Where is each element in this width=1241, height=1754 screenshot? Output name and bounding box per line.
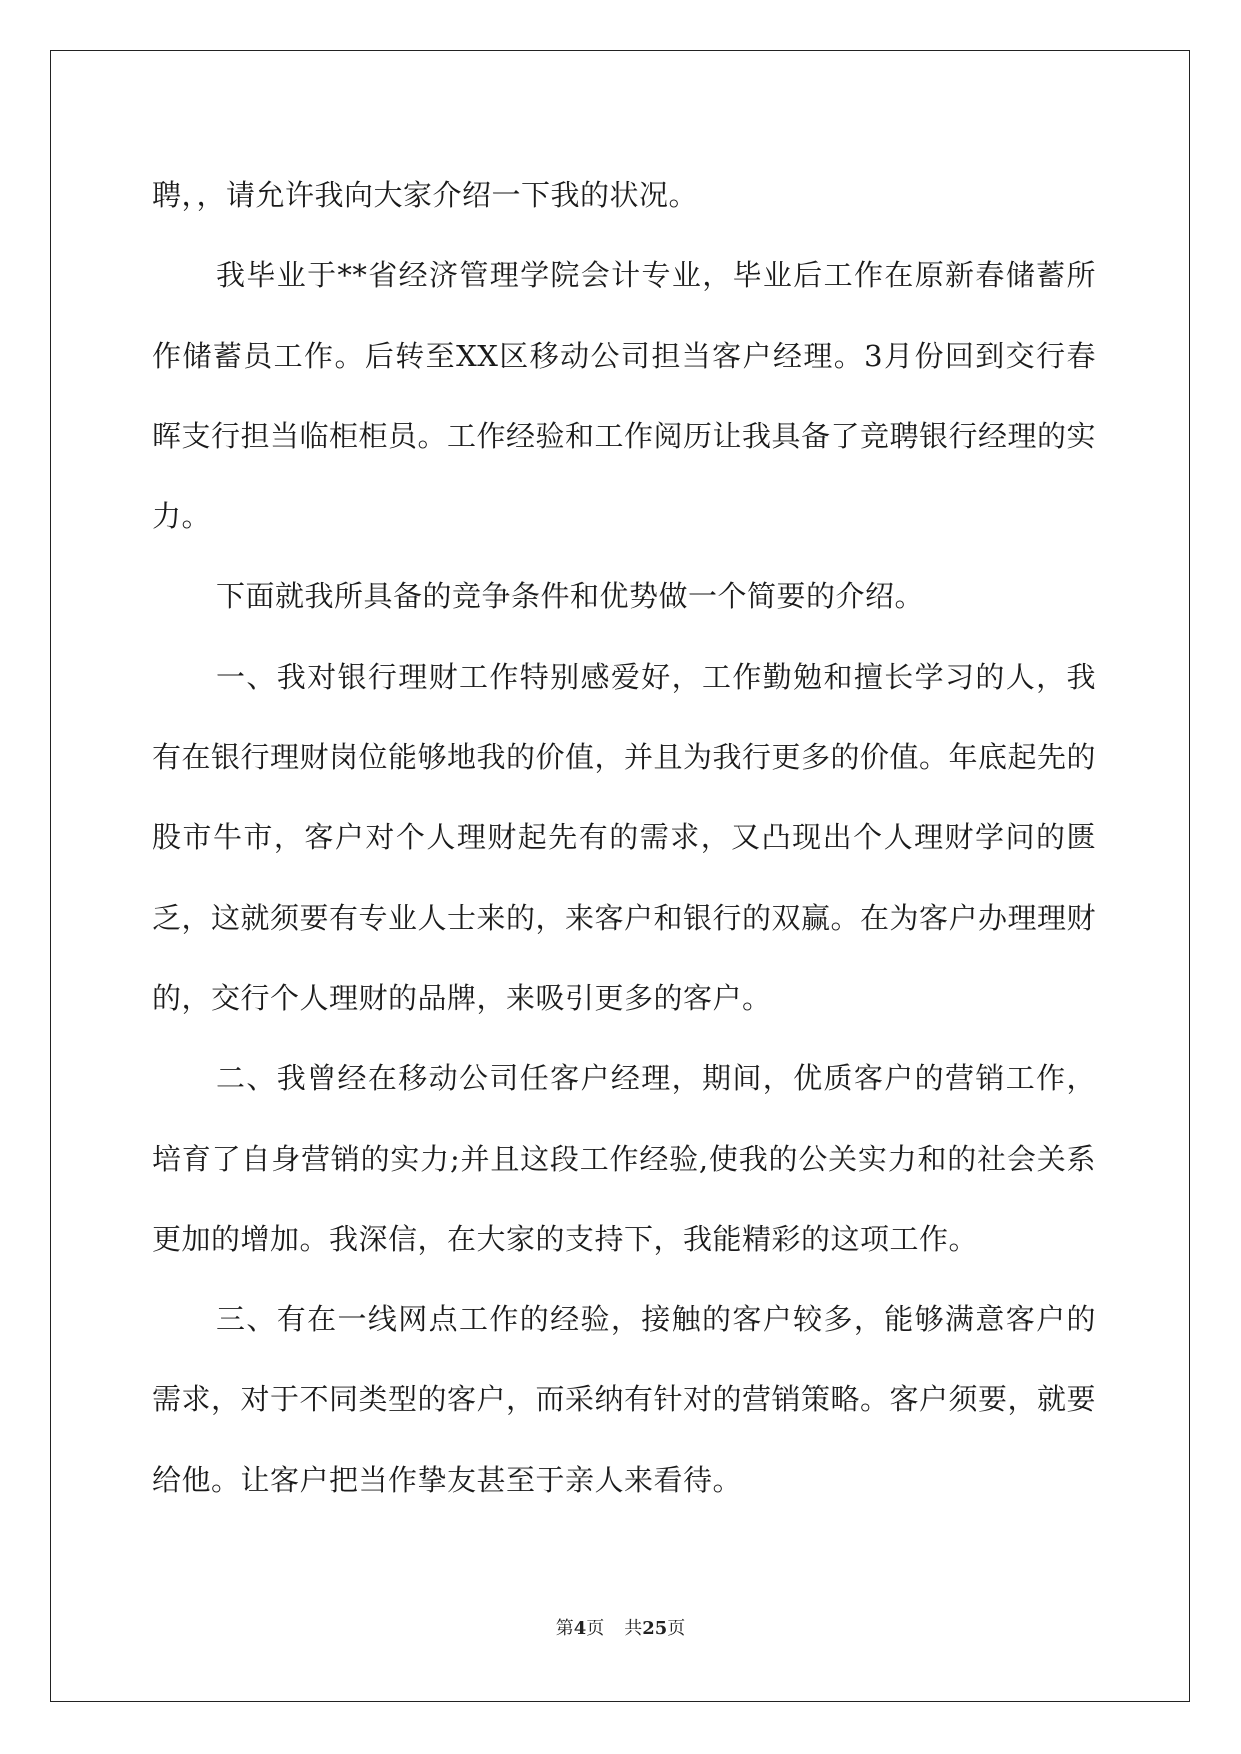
paragraph-3: 下面就我所具备的竞争条件和优势做一个简要的介绍。 — [216, 579, 925, 614]
total-prefix: 共 — [624, 1618, 643, 1639]
total-suffix: 页 — [667, 1618, 686, 1639]
paragraph-2: 我毕业于**省经济管理学院会计专业，毕业后工作在原新春储蓄所作储蓄员工作。后转至XX区移动公司担当客户经理。3月份回到交行春晖支行担当临柜柜员。工作经验和工作阅历让我具备了竞聘银行经理的实力。 — [152, 258, 1097, 534]
page-mid: 页 — [586, 1618, 605, 1639]
page-current-number: 4 — [573, 1618, 587, 1639]
page-footer — [0, 1614, 1241, 1640]
paragraph-6: 三、有在一线网点工作的经验，接触的客户较多，能够满意客户的需求，对于不同类型的客户，而采纳有针对的营销策略。客户须要，就要给他。让客户把当作挚友甚至于亲人来看待。 — [152, 1302, 1097, 1497]
page-total-number: 25 — [642, 1618, 668, 1639]
paragraph-5: 二、我曾经在移动公司任客户经理，期间，优质客户的营销工作，培育了自身营销的实力;并且这段工作经验,使我的公关实力和的社会关系更加的增加。我深信，在大家的支持下，我能精彩的这项工作。 — [152, 1061, 1096, 1256]
page-prefix: 第 — [555, 1618, 574, 1639]
paragraph-4: 一、我对银行理财工作特别感爱好，工作勤勉和擅长学习的人，我有在银行理财岗位能够地我的价值，并且为我行更多的价值。年底起先的股市牛市，客户对个人理财起先有的需求，又凸现出个人理财学问的匮乏，这就须要有专业人士来的，来客户和银行的双赢。在为客户办理理财的，交行个人理财的品牌，来吸引更多的客户。 — [152, 659, 1097, 1015]
paragraph-1: 聘，，请允许我向大家介绍一下我的状况。 — [152, 178, 699, 212]
document-body — [152, 155, 1096, 1520]
